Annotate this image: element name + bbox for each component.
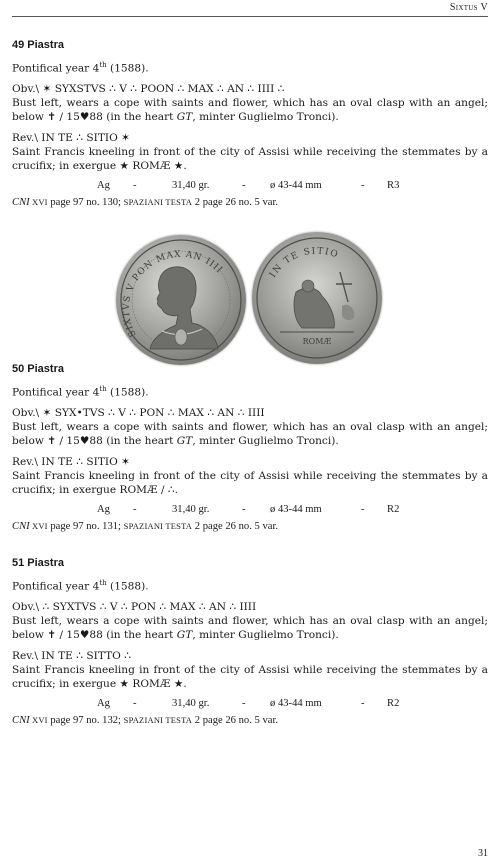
pontifical-year: Pontifical year 4th (1588). [12, 385, 149, 399]
specs-row [12, 177, 488, 195]
spec-separator: - [242, 504, 246, 516]
reverse-legend: Rev.\ IN TE ∴ SITIO ✶ [12, 131, 130, 144]
spec-separator: - [361, 180, 365, 192]
spec-separator: - [133, 698, 137, 710]
obverse-legend: Obv.\ ✶ SYX•TVS ∴ V ∴ PON ∴ MAX ∴ AN ∴ IIII [12, 406, 265, 419]
diameter: ø 43-44 mm [270, 698, 322, 710]
entry-title: 50 Piastra [12, 363, 64, 375]
specs-row [12, 695, 488, 713]
reverse-description: Saint Francis kneeling in front of the city of Assisi while receiving the stemmates by a crucifix; in exergue ★ ROMÆ ★. [12, 663, 488, 690]
metal: Ag [97, 504, 110, 516]
metal: Ag [97, 698, 110, 710]
obverse-bust-drawing [116, 235, 246, 365]
spec-separator: - [361, 504, 365, 516]
bibliographic-reference: CNI XVI page 97 no. 132; SPAZIANI TESTA 2 page 26 no. 5 var. [12, 715, 279, 727]
reverse-legend: Rev.\ IN TE ∴ SITTO ∴ [12, 649, 131, 662]
spec-separator: - [242, 180, 246, 192]
entry-49 [12, 38, 488, 210]
specs-row [12, 501, 488, 519]
spec-separator: - [242, 698, 246, 710]
reverse-saint-drawing [252, 232, 382, 364]
entry-title: 49 Piastra [12, 39, 64, 51]
reverse-coin-exergue: ROMÆ [302, 337, 332, 346]
rarity: R2 [387, 504, 400, 516]
header-rule [12, 16, 488, 17]
obverse-description: Bust left, wears a cope with saints and flower, which has an oval clasp with an angel; below ✝ / 15♥88 (in the heart GT, minter Guglielmo Tronci). [12, 97, 488, 124]
entry-50 [12, 362, 488, 534]
bibliographic-reference: CNI XVI page 97 no. 131; SPAZIANI TESTA 2 page 26 no. 5 var. [12, 521, 279, 533]
weight: 31,40 gr. [172, 180, 210, 192]
reverse-description: Saint Francis kneeling in front of the city of Assisi while receiving the stemmates by a crucifix; in exergue ★ ROMÆ ★. [12, 145, 488, 172]
obverse-legend: Obv.\ ∴ SYXTVS ∴ V ∴ PON ∴ MAX ∴ AN ∴ IIII [12, 600, 257, 613]
reverse-coin-legend: IN TE SITIO [268, 246, 341, 280]
entry-title: 51 Piastra [12, 557, 64, 569]
weight: 31,40 gr. [172, 504, 210, 516]
spec-separator: - [361, 698, 365, 710]
coin-obverse-photo [116, 235, 246, 365]
reverse-legend: Rev.\ IN TE ∴ SITIO ✶ [12, 455, 130, 468]
rarity: R3 [387, 180, 400, 192]
diameter: ø 43-44 mm [270, 180, 322, 192]
obverse-description: Bust left, wears a cope with saints and flower, which has an oval clasp with an angel; below ✝ / 15♥88 (in the heart GT, minter Guglielmo Tronci). [12, 421, 488, 448]
spec-separator: - [133, 180, 137, 192]
weight: 31,40 gr. [172, 698, 210, 710]
coin-reverse-photo [252, 232, 382, 364]
rarity: R2 [387, 698, 400, 710]
pontifical-year: Pontifical year 4th (1588). [12, 579, 149, 593]
entry-51 [12, 556, 488, 728]
spec-separator: - [133, 504, 137, 516]
diameter: ø 43-44 mm [270, 504, 322, 516]
obverse-coin-legend: SIXTVS V PON MAX AN IIII [121, 249, 225, 339]
page-number: 31 [478, 848, 488, 859]
pontifical-year: Pontifical year 4th (1588). [12, 61, 149, 75]
metal: Ag [97, 180, 110, 192]
reverse-description: Saint Francis kneeling in front of the city of Assisi while receiving the stemmates by a crucifix; in exergue ROMÆ / ∴. [12, 469, 488, 496]
running-header: Sixtus V [449, 2, 488, 13]
obverse-description: Bust left, wears a cope with saints and flower, which has an oval clasp with an angel; below ✝ / 15♥88 (in the heart GT, minter Guglielmo Tronci). [12, 615, 488, 642]
obverse-legend: Obv.\ ✶ SYXSTVS ∴ V ∴ POON ∴ MAX ∴ AN ∴ IIII ∴ [12, 82, 285, 95]
bibliographic-reference: CNI XVI page 97 no. 130; SPAZIANI TESTA 2 page 26 no. 5 var. [12, 197, 279, 209]
